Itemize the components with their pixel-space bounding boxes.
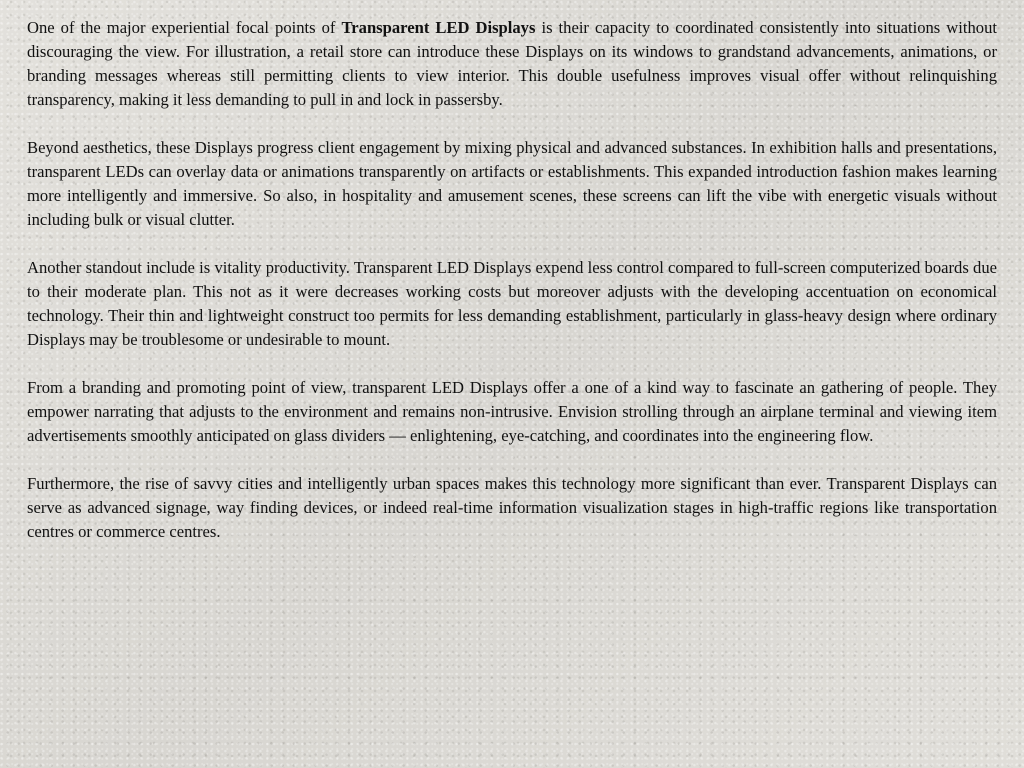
- paragraph-smart-cities: Furthermore, the rise of savvy cities and intelligently urban spaces makes this technology more significant than ever. Transparent Displays can serve as advanced signage, way finding devices, or indeed real-time information visualization stages in high-traffic regions like transportation centres or commerce centres.: [27, 474, 997, 541]
- highlight-term: Transparent LED Displays: [341, 18, 536, 37]
- paragraph-efficiency: Another standout include is vitality productivity. Transparent LED Displays expend less control compared to full-screen computerized boards due to their moderate plan. This not as it were decreases working costs but moreover adjusts with the developing accentuation on economical technology. Their thin and lightweight construct too permits for less demanding establishment, particularly in glass-heavy design where ordinary Displays may be troublesome or undesirable to mount.: [27, 258, 997, 349]
- paragraph-branding: From a branding and promoting point of view, transparent LED Displays offer a one of a kind way to fascinate an gathering of people. They empower narrating that adjusts to the environment and remains non-intrusive. Envision strolling through an airplane terminal and viewing item advertisements smoothly anticipated on glass dividers — enlightening, eye-catching, and coordinates into the engineering flow.: [27, 378, 997, 445]
- paragraph-engagement: Beyond aesthetics, these Displays progress client engagement by mixing physical and advanced substances. In exhibition halls and presentations, transparent LEDs can overlay data or animations transparently on artifacts or establishments. This expanded introduction fashion makes learning more intelligently and immersive. So also, in hospitality and amusement scenes, these screens can lift the vibe with energetic visuals without including bulk or visual clutter.: [27, 138, 997, 229]
- paragraph-intro: [27, 16, 997, 112]
- paragraph-intro-rest: is their capacity to coordinated consistently into situations without discouraging the view. For illustration, a retail store can introduce these Displays on its windows to grandstand advancements, animations, or branding messages whereas still permitting clients to view interior. This double usefulness improves visual offer without relinquishing transparency, making it less demanding to pull in and lock in passersby.: [27, 18, 997, 109]
- paragraph-intro-lead: One of the major experiential focal points of: [27, 18, 342, 37]
